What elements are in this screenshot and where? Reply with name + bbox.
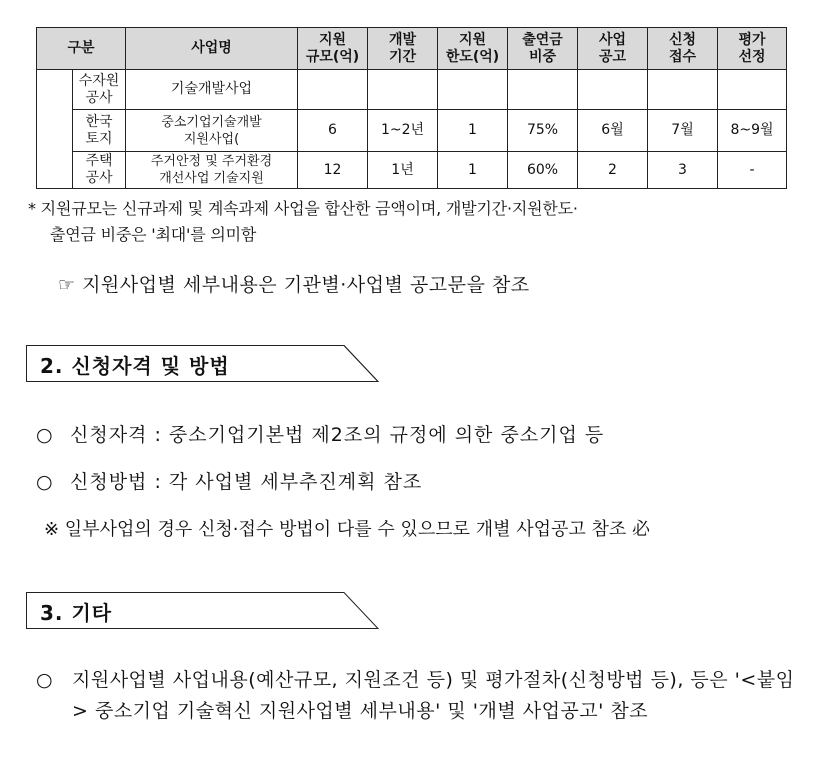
bullet-method	[36, 467, 422, 494]
org-cell: 수자원 공사	[73, 70, 126, 110]
reference-note: ☞ 지원사업별 세부내용은 기관별·사업별 공고문을 참조	[58, 274, 530, 296]
table-row	[37, 70, 787, 110]
section-3-heading	[26, 592, 386, 630]
scale-cell: 6	[298, 110, 368, 152]
scale-cell: 12	[298, 152, 368, 189]
category-blank-cell	[37, 70, 73, 189]
org-cell: 한국 토지	[73, 110, 126, 152]
limit-cell: 1	[438, 110, 508, 152]
eval-cell	[718, 70, 787, 110]
program-name-cell: 중소기업기술개발 지원사업(	[126, 110, 298, 152]
footnote-line-2: 출연금 비중은 '최대'를 의미함	[50, 225, 257, 244]
section-3-title: 3. 기타	[40, 601, 113, 625]
table-row	[37, 152, 787, 189]
table-footnote	[28, 196, 788, 248]
circle-bullet-icon: ○	[36, 669, 53, 691]
eval-cell: -	[718, 152, 787, 189]
notice-cell: 2	[578, 152, 648, 189]
header-application: 신청 접수	[648, 28, 718, 70]
header-contribution-ratio: 출연금 비중	[508, 28, 578, 70]
apply-cell	[648, 70, 718, 110]
header-dev-period: 개발 기간	[368, 28, 438, 70]
eval-cell: 8~9월	[718, 110, 787, 152]
bullet-eligibility	[36, 420, 604, 447]
footnote-line-1: * 지원규모는 신규과제 및 계속과제 사업을 합산한 금액이며, 개발기간·지원한도·	[28, 199, 578, 218]
header-support-limit: 지원 한도(억)	[438, 28, 508, 70]
header-support-scale: 지원 규모(억)	[298, 28, 368, 70]
header-category: 구분	[37, 28, 126, 70]
apply-cell: 7월	[648, 110, 718, 152]
apply-cell: 3	[648, 152, 718, 189]
section-2-heading	[26, 345, 386, 383]
circle-bullet-icon: ○	[36, 471, 54, 493]
limit-cell: 1	[438, 152, 508, 189]
bullet-other	[36, 665, 796, 727]
ratio-cell: 60%	[508, 152, 578, 189]
program-name-cell: 기술개발사업	[126, 70, 298, 110]
period-cell: 1~2년	[368, 110, 438, 152]
program-name-cell: 주거안정 및 주거환경 개선사업 기술지원	[126, 152, 298, 189]
header-program-name: 사업명	[126, 28, 298, 70]
org-cell: 주택 공사	[73, 152, 126, 189]
period-cell: 1년	[368, 152, 438, 189]
ratio-cell: 75%	[508, 110, 578, 152]
period-cell	[368, 70, 438, 110]
header-evaluation: 평가 선정	[718, 28, 787, 70]
bullet-text: 신청방법 : 각 사업별 세부추진계획 참조	[70, 471, 423, 493]
support-program-table	[36, 27, 787, 189]
limit-cell	[438, 70, 508, 110]
scale-cell	[298, 70, 368, 110]
notice-cell	[578, 70, 648, 110]
table-header-row	[37, 28, 787, 70]
ratio-cell	[508, 70, 578, 110]
header-notice: 사업 공고	[578, 28, 648, 70]
table-row	[37, 110, 787, 152]
section-2-title: 2. 신청자격 및 방법	[40, 354, 230, 378]
special-note: ※ 일부사업의 경우 신청·접수 방법이 다를 수 있으므로 개별 사업공고 참조 必	[44, 519, 650, 540]
notice-cell: 6월	[578, 110, 648, 152]
circle-bullet-icon: ○	[36, 424, 54, 446]
bullet-text: 신청자격 : 중소기업기본법 제2조의 규정에 의한 중소기업 등	[70, 424, 605, 446]
bullet-text: 지원사업별 사업내용(예산규모, 지원조건 등) 및 평가절차(신청방법 등), 등은 '<붙임> 중소기업 기술혁신 지원사업별 세부내용' 및 '개별 사업공고' 참조	[72, 669, 795, 722]
